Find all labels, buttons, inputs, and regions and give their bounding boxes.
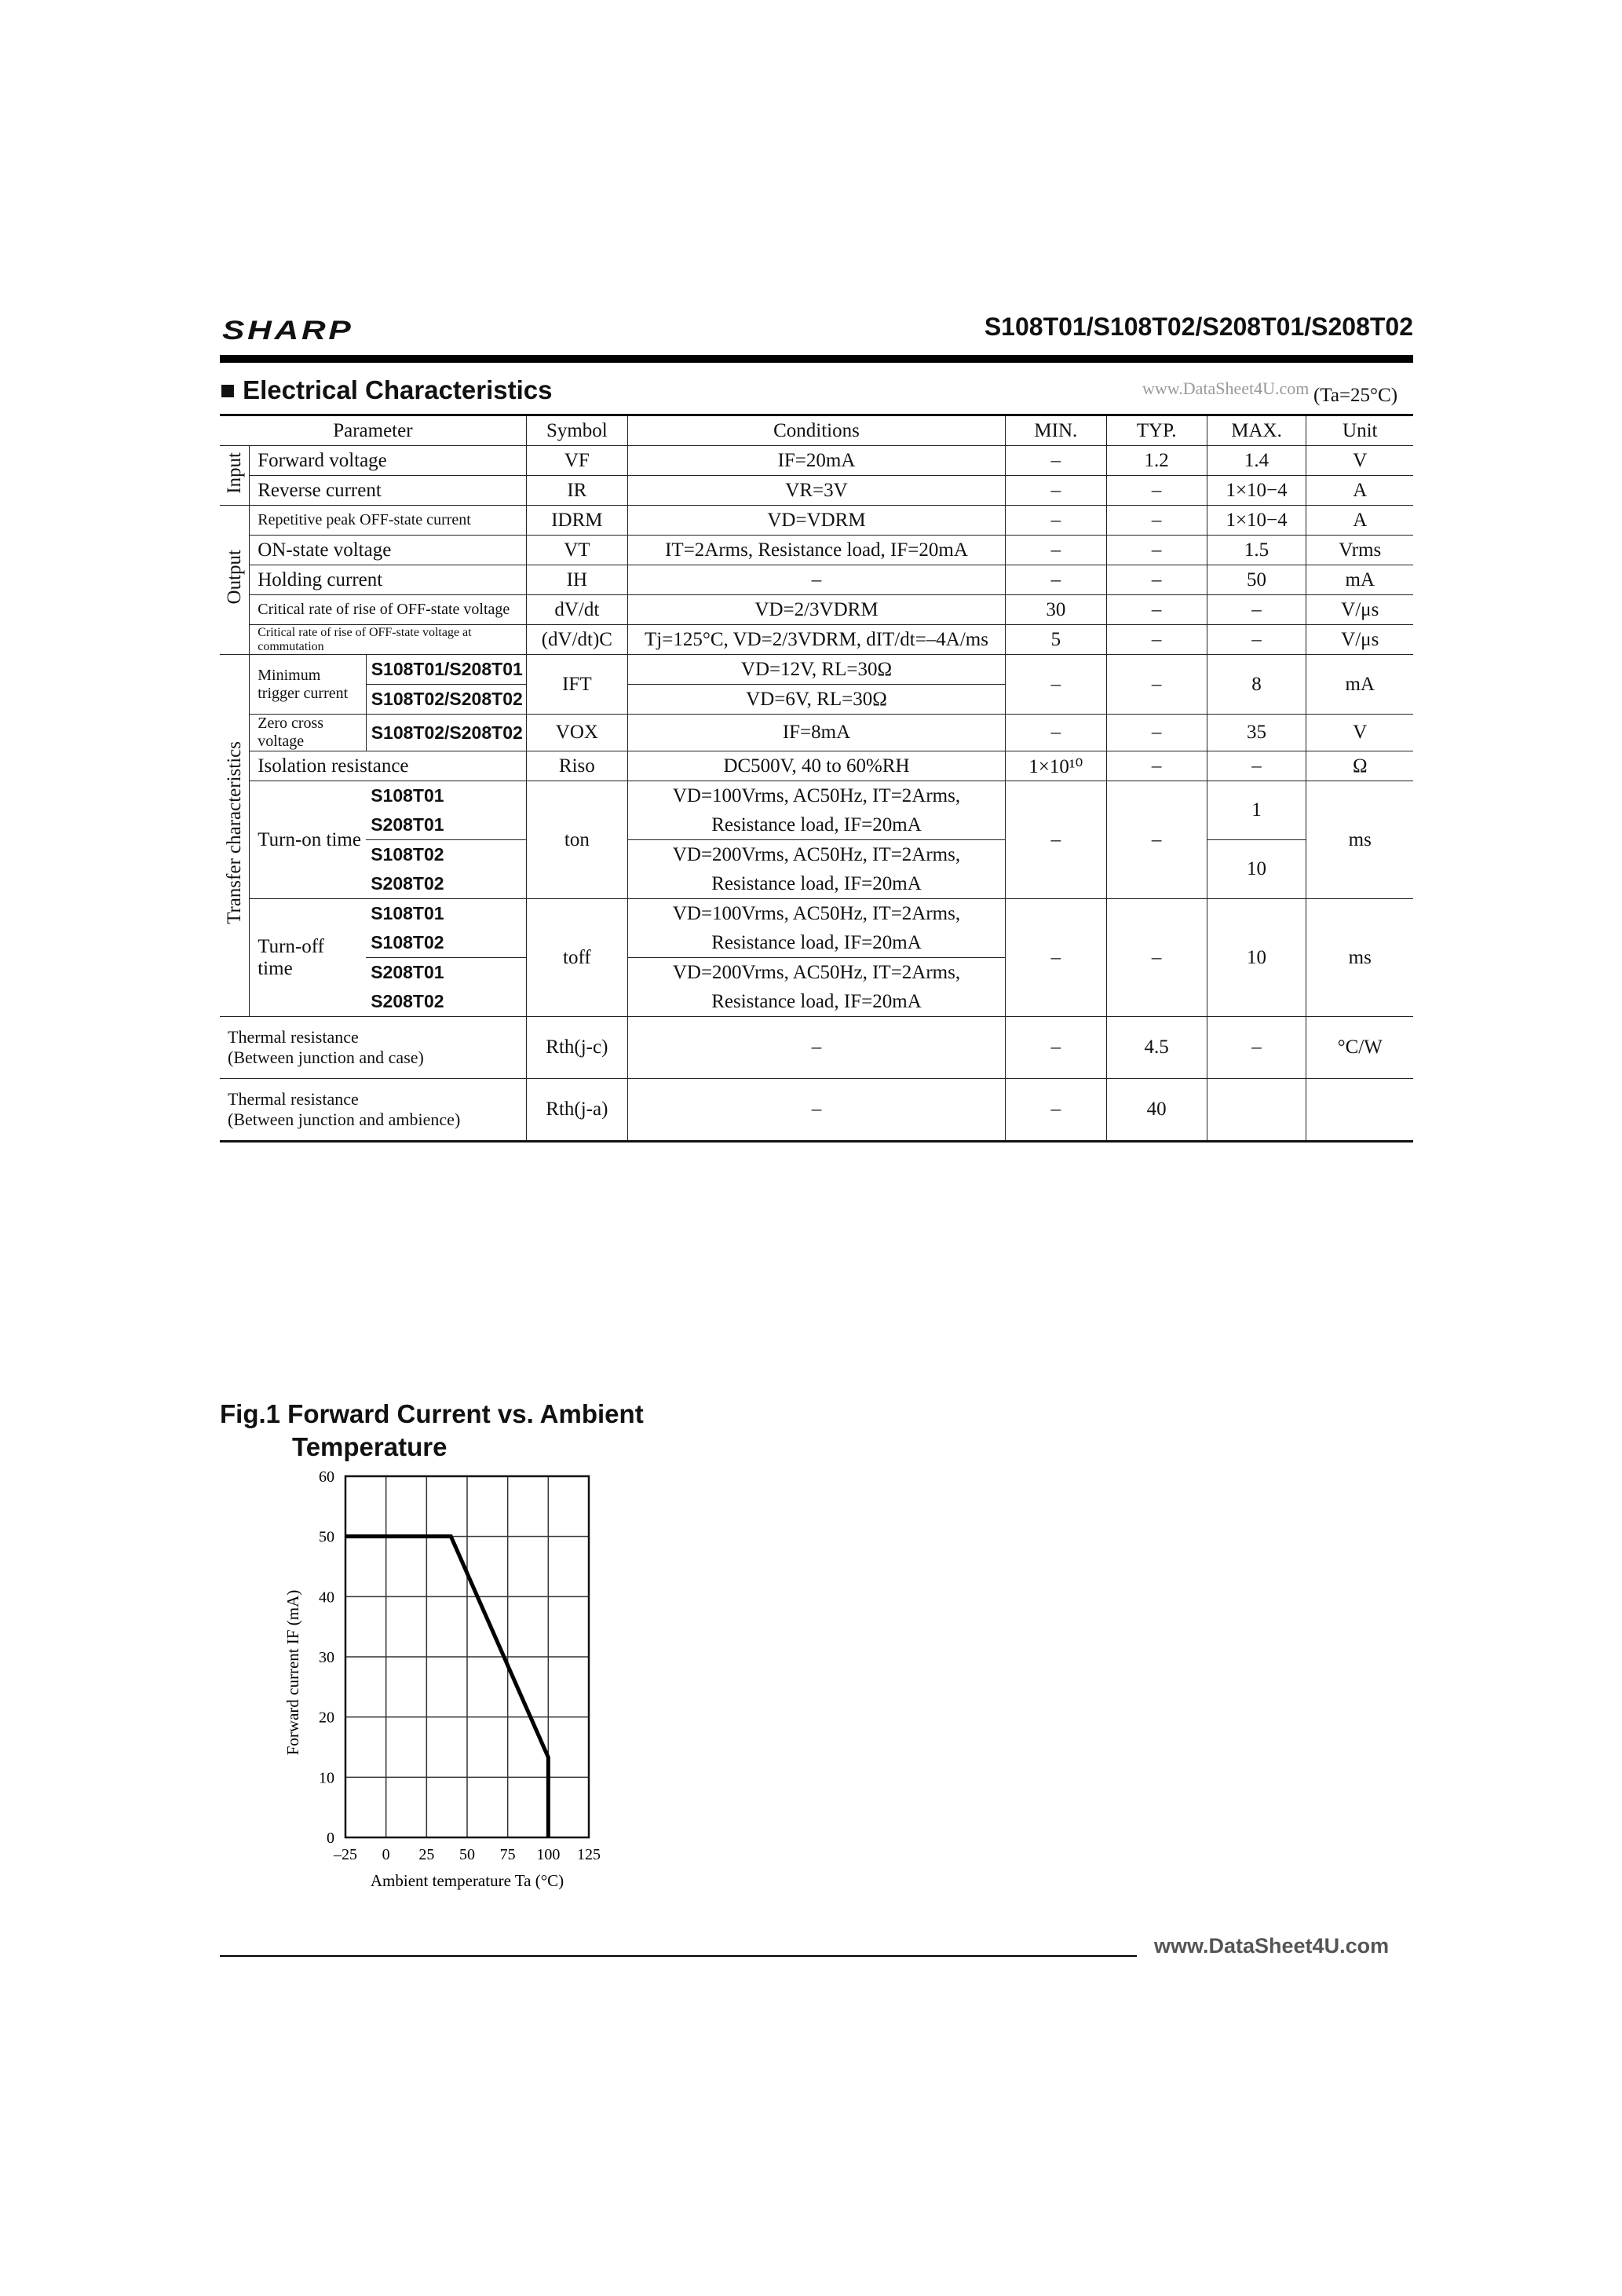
y-tick-label: 0	[327, 1830, 334, 1847]
max-cell	[1207, 1079, 1306, 1142]
model-cell: S208T01	[366, 810, 526, 840]
table-header-row	[220, 415, 1413, 446]
param-line: (Between junction and ambience)	[228, 1110, 461, 1129]
y-tick-label: 40	[319, 1589, 334, 1607]
model-cell: S108T01	[366, 781, 526, 811]
col-header: Unit	[1306, 415, 1413, 446]
max-cell: 10	[1207, 899, 1306, 1017]
x-tick-label: 100	[536, 1846, 561, 1863]
typ-cell: –	[1106, 715, 1207, 751]
min-cell: –	[1006, 899, 1107, 1017]
model-cell: S108T02/S208T02	[366, 685, 526, 715]
condition-note: (Ta=25°C)	[1313, 385, 1398, 406]
condition-cell: VD=2/3VDRM	[627, 595, 1005, 625]
symbol-cell: IR	[526, 476, 627, 506]
model-cell: S208T02	[366, 987, 526, 1017]
electrical-characteristics-table	[220, 414, 1413, 1143]
group-label: Output	[220, 506, 250, 655]
x-tick-label: –25	[334, 1846, 357, 1863]
symbol-cell: IH	[526, 565, 627, 595]
unit-cell: ms	[1306, 899, 1413, 1017]
unit-cell: mA	[1306, 565, 1413, 595]
min-cell: –	[1006, 1079, 1107, 1142]
max-cell: 1×10−4	[1207, 506, 1306, 536]
condition-cell: Tj=125°C, VD=2/3VDRM, dIT/dt=–4A/ms	[627, 625, 1005, 655]
x-tick-labels	[333, 1846, 601, 1863]
table-row	[220, 899, 1413, 929]
max-cell: 8	[1207, 655, 1306, 715]
param-cell	[220, 1079, 526, 1142]
x-axis-label: Ambient temperature Ta (°C)	[370, 1871, 564, 1890]
max-cell: 1.5	[1207, 536, 1306, 565]
param-line: (Between junction and case)	[228, 1047, 424, 1067]
typ-cell: –	[1106, 751, 1207, 781]
unit-cell: Vrms	[1306, 536, 1413, 565]
min-cell: –	[1006, 715, 1107, 751]
model-cell: S108T02	[366, 840, 526, 870]
table-row	[220, 536, 1413, 565]
typ-cell: –	[1106, 506, 1207, 536]
max-cell: –	[1207, 595, 1306, 625]
sharp-logo: SHARP	[222, 316, 354, 345]
condition-cell: Resistance load, IF=20mA	[627, 810, 1005, 840]
max-cell: 50	[1207, 565, 1306, 595]
condition-cell: –	[627, 1079, 1005, 1142]
unit-cell: V	[1306, 446, 1413, 476]
param-cell: Critical rate of rise of OFF-state voltage	[250, 595, 527, 625]
typ-cell: –	[1106, 476, 1207, 506]
condition-cell: –	[627, 565, 1005, 595]
param-cell: Critical rate of rise of OFF-state voltage at commutation	[250, 625, 527, 655]
typ-cell: –	[1106, 595, 1207, 625]
unit-cell: ms	[1306, 781, 1413, 899]
param-cell: Repetitive peak OFF-state current	[250, 506, 527, 536]
unit-cell: mA	[1306, 655, 1413, 715]
y-axis-label: Forward current IF (mA)	[283, 1589, 302, 1756]
min-cell: 5	[1006, 625, 1107, 655]
param-cell: Zero cross voltage	[250, 715, 366, 751]
condition-cell: Resistance load, IF=20mA	[627, 987, 1005, 1017]
col-header: Conditions	[627, 415, 1005, 446]
unit-cell: A	[1306, 506, 1413, 536]
typ-cell: 1.2	[1106, 446, 1207, 476]
unit-cell: V	[1306, 715, 1413, 751]
footer-url[interactable]: www.DataSheet4U.com	[1154, 1934, 1390, 1958]
model-cell: S108T02	[366, 928, 526, 958]
max-cell: –	[1207, 1017, 1306, 1079]
min-cell: –	[1006, 1017, 1107, 1079]
param-cell: ON-state voltage	[250, 536, 527, 565]
model-cell: S108T02/S208T02	[366, 715, 526, 751]
table-row	[220, 840, 1413, 870]
part-numbers: S108T01/S108T02/S208T01/S208T02	[984, 313, 1413, 341]
param-cell: Turn-on time	[250, 781, 366, 899]
y-tick-label: 30	[319, 1649, 334, 1666]
x-tick-label: 50	[459, 1846, 475, 1863]
symbol-cell: toff	[526, 899, 627, 1017]
footer-rule	[220, 1955, 1137, 1957]
max-cell: 10	[1207, 840, 1306, 899]
model-cell: S208T02	[366, 869, 526, 899]
table-row	[220, 1079, 1413, 1142]
condition-cell: VD=VDRM	[627, 506, 1005, 536]
symbol-cell: (dV/dt)C	[526, 625, 627, 655]
param-line: Thermal resistance	[228, 1027, 359, 1047]
unit-cell: A	[1306, 476, 1413, 506]
x-tick-label: 25	[418, 1846, 435, 1863]
max-cell: 1	[1207, 781, 1306, 840]
typ-cell: –	[1106, 655, 1207, 715]
param-cell	[220, 1017, 526, 1079]
x-tick-label: 125	[577, 1846, 601, 1863]
min-cell: –	[1006, 446, 1107, 476]
param-cell: Turn-off time	[250, 899, 366, 1017]
min-cell: –	[1006, 476, 1107, 506]
typ-cell: –	[1106, 625, 1207, 655]
table-row	[220, 715, 1413, 751]
min-cell: –	[1006, 536, 1107, 565]
typ-cell: 40	[1106, 1079, 1207, 1142]
table-row	[220, 1017, 1413, 1079]
condition-cell: VD=200Vrms, AC50Hz, IT=2Arms,	[627, 958, 1005, 988]
y-tick-labels	[319, 1468, 334, 1847]
table-row	[220, 446, 1413, 476]
table-row	[220, 655, 1413, 685]
typ-cell: –	[1106, 565, 1207, 595]
condition-cell: IT=2Arms, Resistance load, IF=20mA	[627, 536, 1005, 565]
typ-cell: –	[1106, 899, 1207, 1017]
condition-cell: VD=100Vrms, AC50Hz, IT=2Arms,	[627, 781, 1005, 811]
condition-cell: DC500V, 40 to 60%RH	[627, 751, 1005, 781]
col-header: MAX.	[1207, 415, 1306, 446]
max-cell: –	[1207, 625, 1306, 655]
min-cell: –	[1006, 655, 1107, 715]
x-tick-label: 0	[382, 1846, 390, 1863]
col-header: Symbol	[526, 415, 627, 446]
table-row	[220, 506, 1413, 536]
typ-cell: –	[1106, 781, 1207, 899]
chart-grid	[345, 1476, 589, 1837]
max-cell: –	[1207, 751, 1306, 781]
unit-cell	[1306, 1079, 1413, 1142]
forward-current-chart	[259, 1461, 746, 1900]
unit-cell: V/μs	[1306, 595, 1413, 625]
symbol-cell: IDRM	[526, 506, 627, 536]
symbol-cell: VT	[526, 536, 627, 565]
model-cell: S208T01	[366, 958, 526, 988]
condition-cell: Resistance load, IF=20mA	[627, 928, 1005, 958]
max-cell: 1×10−4	[1207, 476, 1306, 506]
param-cell: Minimum trigger current	[250, 655, 366, 715]
header-rule	[220, 355, 1413, 363]
y-tick-label: 50	[319, 1528, 334, 1546]
condition-cell: VD=200Vrms, AC50Hz, IT=2Arms,	[627, 840, 1005, 870]
symbol-cell: Rth(j-c)	[526, 1017, 627, 1079]
y-tick-label: 20	[319, 1709, 334, 1727]
symbol-cell: ton	[526, 781, 627, 899]
min-cell: 30	[1006, 595, 1107, 625]
group-label: Input	[220, 446, 250, 506]
symbol-cell: VOX	[526, 715, 627, 751]
min-cell: –	[1006, 781, 1107, 899]
condition-cell: IF=8mA	[627, 715, 1005, 751]
y-tick-label: 60	[319, 1468, 334, 1486]
condition-cell: VR=3V	[627, 476, 1005, 506]
symbol-cell: Rth(j-a)	[526, 1079, 627, 1142]
figure-title-line: Temperature	[292, 1432, 448, 1461]
figure-title-line: Fig.1 Forward Current vs. Ambient	[220, 1399, 644, 1428]
condition-cell: –	[627, 1017, 1005, 1079]
param-cell: Reverse current	[250, 476, 527, 506]
symbol-cell: VF	[526, 446, 627, 476]
x-tick-label: 75	[499, 1846, 516, 1863]
unit-cell: °C/W	[1306, 1017, 1413, 1079]
min-cell: –	[1006, 565, 1107, 595]
symbol-cell: Riso	[526, 751, 627, 781]
series-line	[345, 1537, 548, 1837]
condition-cell: VD=12V, RL=30Ω	[627, 655, 1005, 685]
max-cell: 1.4	[1207, 446, 1306, 476]
typ-cell: –	[1106, 536, 1207, 565]
table-row	[220, 476, 1413, 506]
model-cell: S108T01/S208T01	[366, 655, 526, 685]
min-cell: 1×10¹⁰	[1006, 751, 1107, 781]
param-line: Thermal resistance	[228, 1089, 359, 1109]
symbol-cell: IFT	[526, 655, 627, 715]
typ-cell: 4.5	[1106, 1017, 1207, 1079]
table-row	[220, 751, 1413, 781]
table-row	[220, 625, 1413, 655]
table-row	[220, 565, 1413, 595]
condition-cell: VD=6V, RL=30Ω	[627, 685, 1005, 715]
table-row	[220, 781, 1413, 811]
symbol-cell: dV/dt	[526, 595, 627, 625]
min-cell: –	[1006, 506, 1107, 536]
condition-cell: VD=100Vrms, AC50Hz, IT=2Arms,	[627, 899, 1005, 929]
y-tick-label: 10	[319, 1769, 334, 1787]
param-cell: Forward voltage	[250, 446, 527, 476]
group-label: Transfer characteristics	[220, 655, 250, 1017]
unit-cell: V/μs	[1306, 625, 1413, 655]
model-cell: S108T01	[366, 899, 526, 929]
unit-cell: Ω	[1306, 751, 1413, 781]
watermark[interactable]: www.DataSheet4U.com	[1142, 378, 1310, 398]
condition-cell: IF=20mA	[627, 446, 1005, 476]
param-cell: Isolation resistance	[250, 751, 527, 781]
col-header: TYP.	[1106, 415, 1207, 446]
max-cell: 35	[1207, 715, 1306, 751]
col-header: Parameter	[220, 415, 526, 446]
figure-title	[220, 1398, 644, 1464]
param-cell: Holding current	[250, 565, 527, 595]
section-title: ■ Electrical Characteristics	[220, 375, 553, 404]
condition-cell: Resistance load, IF=20mA	[627, 869, 1005, 899]
col-header: MIN.	[1006, 415, 1107, 446]
table-row	[220, 595, 1413, 625]
